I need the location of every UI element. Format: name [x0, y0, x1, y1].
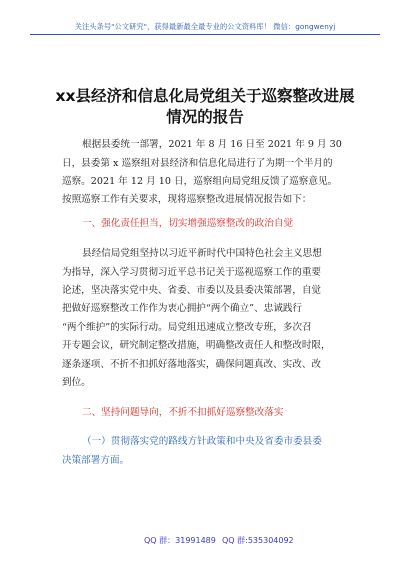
section-1-line-2: 为指导，深入学习贯彻习近平总书记关于巡视巡察工作的重要 [62, 267, 322, 278]
section-1-line-4: 把做好巡察整改工作作为衷心拥护“两个确立”、忠诚践行 [62, 303, 303, 314]
document-title-line-1: xx县经济和信息化局党组关于巡察整改进展 [55, 87, 355, 105]
footer-qq-group-1: QQ 群：31991489 [144, 536, 216, 545]
footer-qq-group-2: QQ 群:535304092 [222, 536, 294, 545]
intro-line-3: 巡察。2021 年 12 月 10 日，巡察组向局党组反馈了巡察意见。 [62, 176, 338, 187]
section-1-line-7: 逐条逐项、不折不扣抓好落地落实，确保问题真改、实改、改 [62, 359, 322, 370]
section-1-line-6: 开专题会议，研究制定整改措施，明确整改责任人和整改时限， [62, 340, 331, 351]
subsection-1-line-2: 决策部署方面。 [62, 455, 130, 466]
header-divider [30, 34, 380, 35]
intro-line-2: 日，县委第 x 巡察组对县经济和信息化局进行了为期一个半月的 [62, 158, 333, 169]
section-1-line-8: 到位。 [62, 377, 91, 388]
section-1-line-3: 论述，坚决落实党中央、省委、市委以及县委决策部署，自觉 [62, 285, 322, 296]
section-1-heading: 一、强化责任担当，切实增强巡察整改的政治自觉 [82, 218, 294, 229]
intro-line-1: 根据县委统一部署，2021 年 8 月 16 日至 2021 年 9 月 30 [82, 139, 342, 150]
document-title-line-2: 情况的报告 [166, 108, 244, 126]
section-1-line-1: 县经信局党组坚持以习近平新时代中国特色社会主义思想 [82, 248, 322, 259]
section-1-line-5: “两个维护”的实际行动。局党组迅速成立整改专班，多次召 [62, 322, 312, 333]
section-2-heading: 二、坚持问题导向，不折不扣抓好巡察整改落实 [82, 407, 284, 418]
intro-line-4: 按照巡察工作有关要求，现将巡察整改进展情况报告如下： [62, 194, 312, 205]
header-banner: 关注头条号"公文研究"，获得最新最全最专业的公文资料库！ 微信：gongwenyj [74, 22, 336, 31]
subsection-1-line-1: （一）贯彻落实党的路线方针政策和中央及省委市委县委 [82, 436, 322, 447]
